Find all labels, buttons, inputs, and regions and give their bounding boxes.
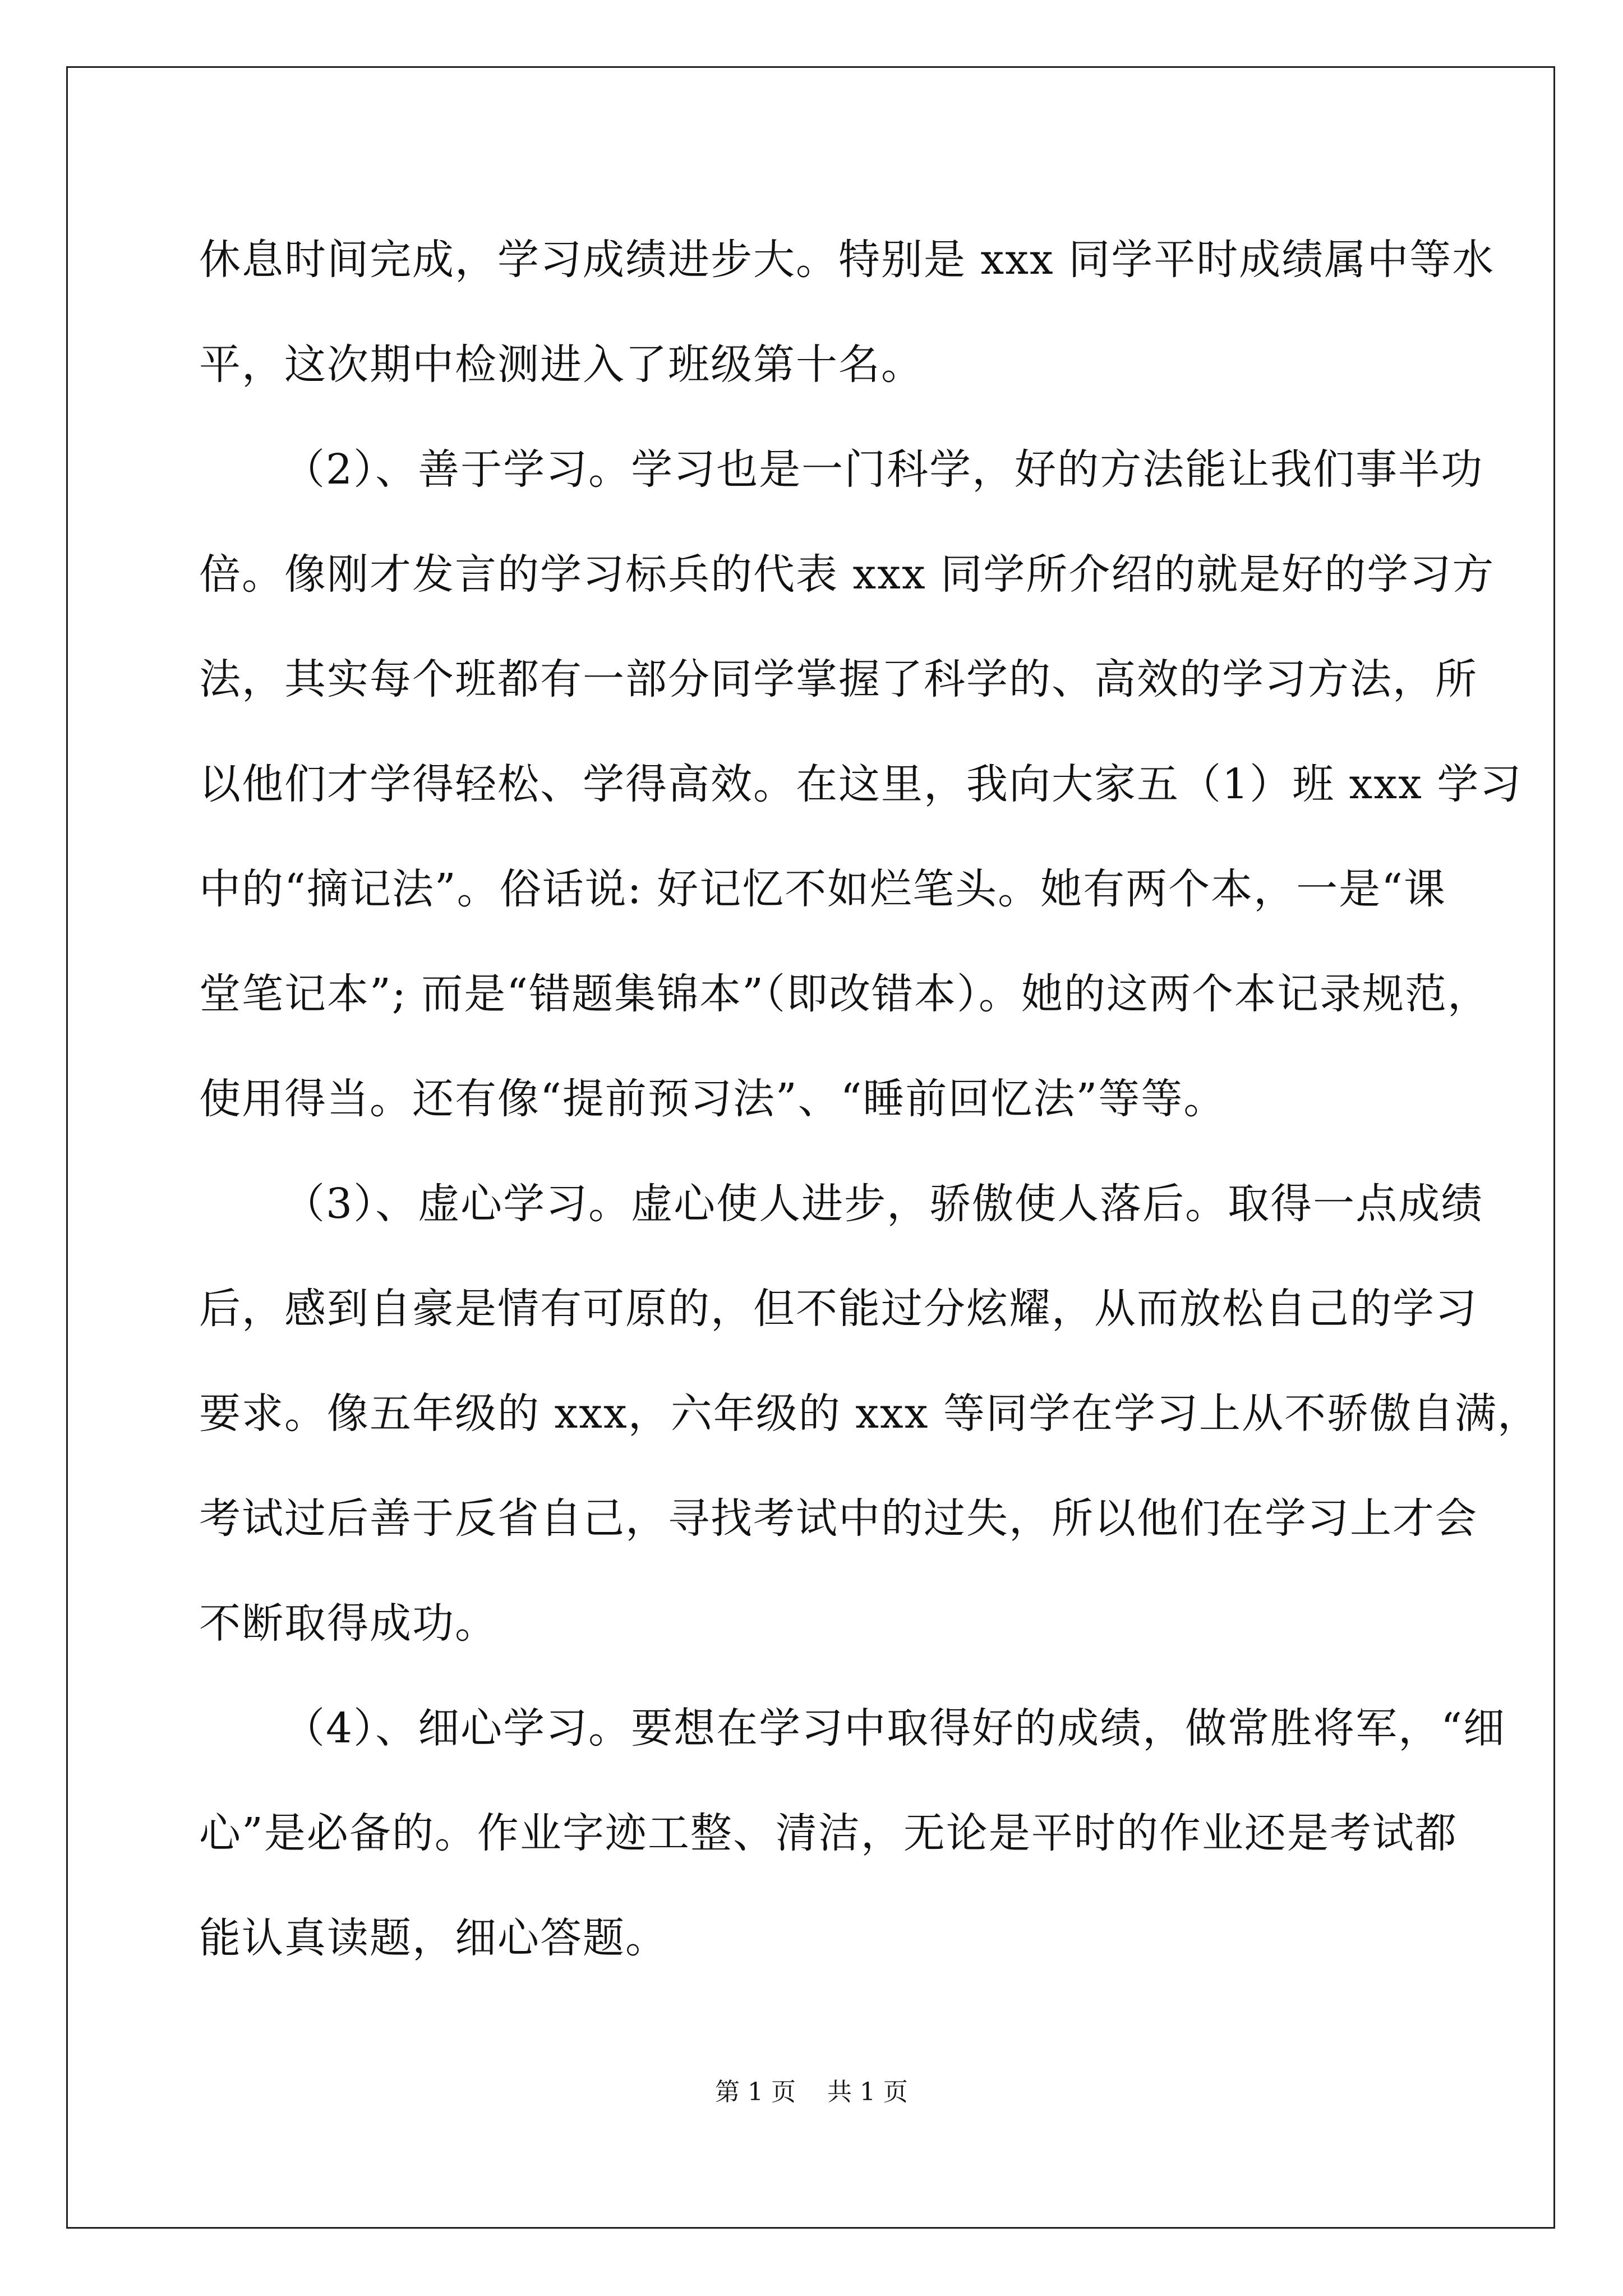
- text-line: 平，这次期中检测进入了班级第十名。: [199, 341, 924, 389]
- page-number: 第 1 页: [715, 2078, 796, 2106]
- text-line: 中的“摘记法”。俗话说: 好记忆不如烂笔头。她有两个本，一是“课: [199, 865, 1446, 913]
- text-line: 心”是必备的。作业字迹工整、清洁，无论是平时的作业还是考试都: [199, 1809, 1458, 1857]
- paragraph-4: [199, 1676, 1506, 1991]
- text-line: （2）、善于学习。学习也是一门科学，好的方法能让我们事半功: [283, 445, 1484, 494]
- text-line: 以他们才学得轻松、学得高效。在这里，我向大家五（1）班 xxx 学习: [199, 760, 1523, 808]
- page-total: 共 1 页: [827, 2078, 908, 2106]
- text-line: 堂笔记本”; 而是“错题集锦本”（即改错本）。她的这两个本记录规范，: [199, 970, 1490, 1018]
- text-line: 法，其实每个班都有一部分同学掌握了科学的、高效的学习方法，所: [199, 655, 1478, 703]
- text-line: 倍。像刚才发言的学习标兵的代表 xxx 同学所介绍的就是好的学习方: [199, 550, 1495, 599]
- text-line: 后，感到自豪是情有可原的，但不能过分炫耀，从而放松自己的学习: [199, 1285, 1478, 1333]
- paragraph-3: [199, 1152, 1540, 1676]
- text-line: 使用得当。还有像“提前预习法”、“睡前回忆法”等等。: [199, 1075, 1227, 1123]
- text-line: 考试过后善于反省自己，寻找考试中的过失，所以他们在学习上才会: [199, 1494, 1478, 1543]
- text-line: 能认真读题，细心答题。: [199, 1914, 668, 1962]
- paragraph-1: [199, 208, 1495, 417]
- text-line: （4）、细心学习。要想在学习中取得好的成绩，做常胜将军，“细: [283, 1704, 1506, 1752]
- text-line: 休息时间完成，学习成绩进步大。特别是 xxx 同学平时成绩属中等水: [199, 236, 1495, 284]
- document-body: [199, 208, 1540, 1991]
- page-footer: [0, 2076, 1623, 2109]
- text-line: （3）、虚心学习。虚心使人进步，骄傲使人落后。取得一点成绩: [283, 1180, 1484, 1228]
- text-line: 不断取得成功。: [199, 1599, 497, 1648]
- text-line: 要求。像五年级的 xxx，六年级的 xxx 等同学在学习上从不骄傲自满，: [199, 1389, 1540, 1438]
- paragraph-2: [199, 417, 1523, 1152]
